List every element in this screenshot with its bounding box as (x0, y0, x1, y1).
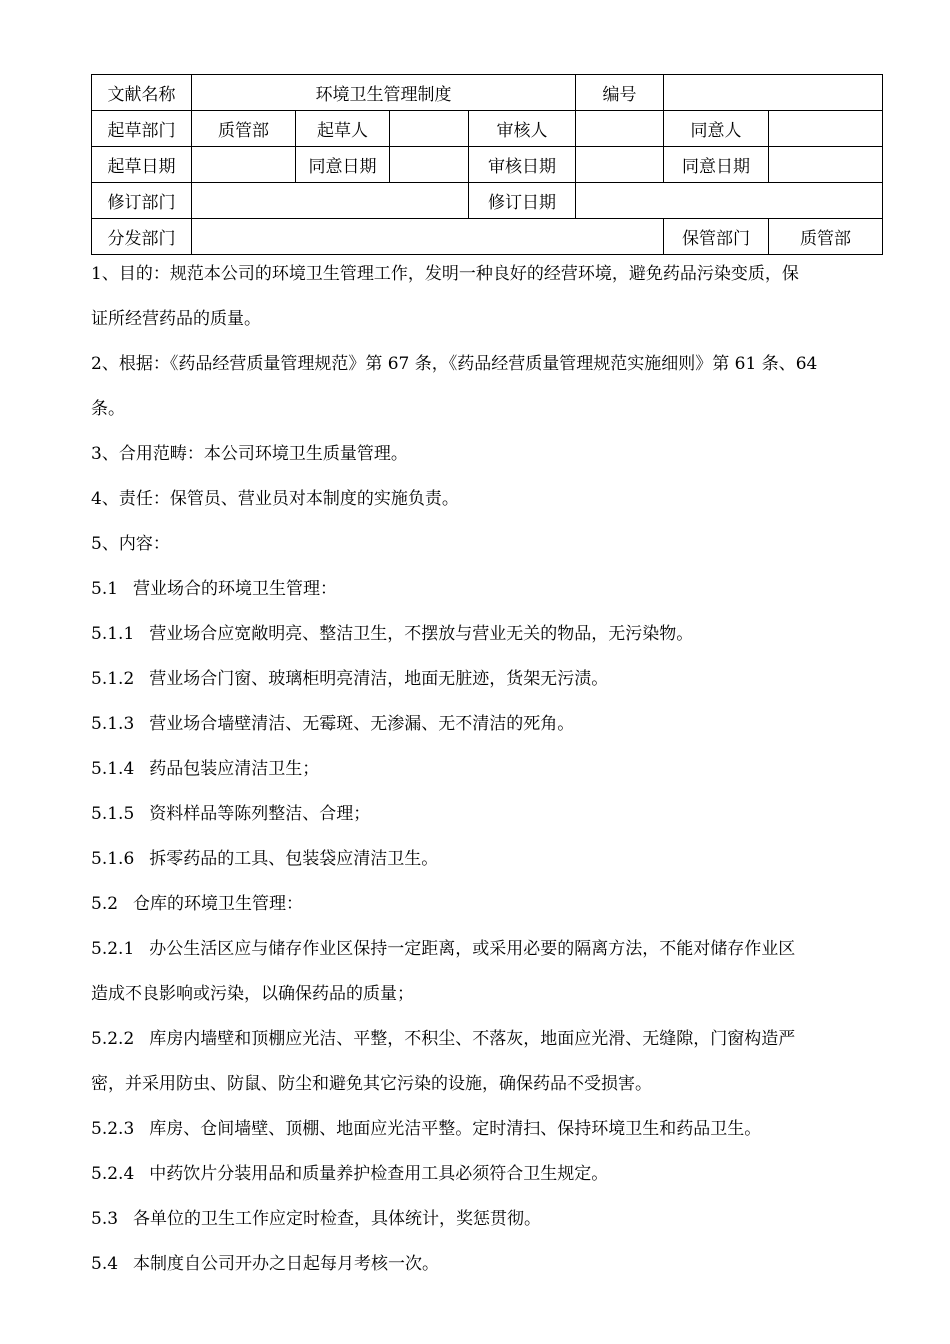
clause-text: 本制度自公司开办之日起每月考核一次。 (133, 1254, 440, 1274)
clause-number: 5.1 (91, 579, 119, 599)
clause-number: 5.1.4 (91, 759, 135, 779)
number-label: 编号 (576, 75, 664, 111)
clause-5-2-4 (91, 1156, 909, 1201)
section-content: 5、内容： (91, 534, 170, 554)
review-date-value (576, 147, 664, 183)
clause-text: 仓库的环境卫生管理： (133, 894, 304, 914)
clause-number: 5.1.3 (91, 714, 135, 734)
approve-date-value-2 (769, 147, 883, 183)
approver-value (769, 111, 883, 147)
reviewer-label: 审核人 (469, 111, 576, 147)
clause-text: 中药饮片分装用品和质量养护检查用工具必须符合卫生规定。 (149, 1164, 609, 1184)
section-purpose (91, 256, 909, 346)
clause-text: 药品包装应清洁卫生； (149, 759, 320, 779)
drafter-value (390, 111, 469, 147)
approve-date-label-1: 同意日期 (296, 147, 390, 183)
clause-number: 5.2.2 (91, 1029, 135, 1049)
clause-5-1-2 (91, 661, 909, 706)
approve-date-label-2: 同意日期 (664, 147, 769, 183)
review-date-label: 审核日期 (469, 147, 576, 183)
clause-text: 营业场合门窗、玻璃柜明亮清洁，地面无脏迹，货架无污渍。 (149, 669, 609, 689)
doc-name-value: 环境卫生管理制度 (192, 75, 576, 111)
clause-5-2-2 (91, 1021, 909, 1111)
revise-dept-label: 修订部门 (92, 183, 192, 219)
clause-number: 5.1.5 (91, 804, 135, 824)
section-basis (91, 346, 909, 436)
clause-number: 5.1.6 (91, 849, 135, 869)
approve-date-value-1 (390, 147, 469, 183)
clause-5-1-3 (91, 706, 909, 751)
approver-label: 同意人 (664, 111, 769, 147)
clause-text: 资料样品等陈列整洁、合理； (149, 804, 371, 824)
document-header-table (91, 74, 883, 255)
clause-text: 库房、仓间墙壁、顶棚、地面应光洁平整。定时清扫、保持环境卫生和药品卫生。 (149, 1119, 762, 1139)
clause-text: 库房内墙壁和顶棚应光洁、平整，不积尘、不落灰，地面应光滑、无缝隙，门窗构造严 (149, 1029, 796, 1049)
reviewer-value (576, 111, 664, 147)
document-body (91, 256, 909, 1291)
clause-5-2-1 (91, 931, 909, 1021)
header-row-5 (92, 219, 883, 255)
paragraph-line: 条。 (91, 399, 125, 419)
clause-text-continued: 造成不良影响或污染，以确保药品的质量； (91, 984, 414, 1004)
draft-dept-value: 质管部 (192, 111, 296, 147)
clause-number: 5.2.1 (91, 939, 135, 959)
clause-number: 5.2.3 (91, 1119, 135, 1139)
clause-text: 拆零药品的工具、包装袋应清洁卫生。 (149, 849, 439, 869)
custody-dept-value: 质管部 (769, 219, 883, 255)
clause-5-2 (91, 886, 909, 931)
clause-5-1-4 (91, 751, 909, 796)
clause-5-3 (91, 1201, 909, 1246)
clause-number: 5.3 (91, 1209, 119, 1229)
revise-date-value (576, 183, 883, 219)
drafter-label: 起草人 (296, 111, 390, 147)
clause-5-4 (91, 1246, 909, 1291)
revise-date-label: 修订日期 (469, 183, 576, 219)
clause-text: 营业场合的环境卫生管理： (133, 579, 338, 599)
clause-5-1 (91, 571, 909, 616)
clause-text: 营业场合墙壁清洁、无霉斑、无渗漏、无不清洁的死角。 (149, 714, 575, 734)
draft-date-value (192, 147, 296, 183)
clause-text-continued: 密，并采用防虫、防鼠、防尘和避免其它污染的设施，确保药品不受损害。 (91, 1074, 652, 1094)
header-row-4 (92, 183, 883, 219)
clause-5-1-5 (91, 796, 909, 841)
clause-5-1-6 (91, 841, 909, 886)
revise-dept-value (192, 183, 469, 219)
distribute-dept-label: 分发部门 (92, 219, 192, 255)
number-value (664, 75, 883, 111)
clause-text: 办公生活区应与储存作业区保持一定距离，或采用必要的隔离方法，不能对储存作业区 (149, 939, 796, 959)
clause-number: 5.1.2 (91, 669, 135, 689)
draft-date-label: 起草日期 (92, 147, 192, 183)
header-row-2 (92, 111, 883, 147)
paragraph-line: 2、根据：《药品经营质量管理规范》第 67 条，《药品经营质量管理规范实施细则》第 61 条、64 (91, 354, 818, 374)
section-responsibility: 4、责任：保管员、营业员对本制度的实施负责。 (91, 489, 459, 509)
clause-text: 各单位的卫生工作应定时检查，具体统计，奖惩贯彻。 (133, 1209, 542, 1229)
header-row-1 (92, 75, 883, 111)
clause-number: 5.2 (91, 894, 119, 914)
clause-text: 营业场合应宽敞明亮、整洁卫生，不摆放与营业无关的物品，无污染物。 (149, 624, 694, 644)
doc-name-label: 文献名称 (92, 75, 192, 111)
draft-dept-label: 起草部门 (92, 111, 192, 147)
paragraph-line: 证所经营药品的质量。 (91, 309, 261, 329)
clause-5-1-1 (91, 616, 909, 661)
clause-number: 5.2.4 (91, 1164, 135, 1184)
paragraph-line: 1、目的：规范本公司的环境卫生管理工作，发明一种良好的经营环境，避免药品污染变质，保 (91, 264, 799, 284)
section-scope: 3、合用范畴：本公司环境卫生质量管理。 (91, 444, 408, 464)
clause-5-2-3 (91, 1111, 909, 1156)
distribute-dept-value (192, 219, 664, 255)
custody-dept-label: 保管部门 (664, 219, 769, 255)
clause-number: 5.4 (91, 1254, 119, 1274)
clause-number: 5.1.1 (91, 624, 135, 644)
header-row-3 (92, 147, 883, 183)
